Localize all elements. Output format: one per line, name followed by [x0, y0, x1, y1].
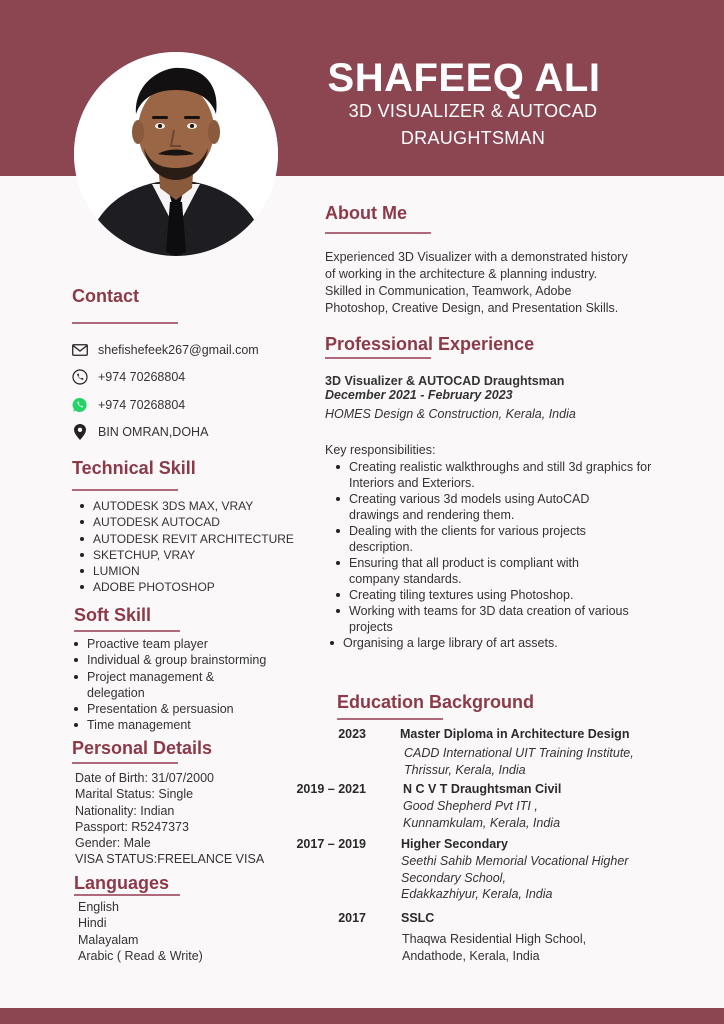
list-item: Proactive team player — [71, 636, 261, 652]
list-item: Creating realistic walkthroughs and still 3d graphics for Interiors and Exteriors. — [327, 459, 667, 491]
language-item: English — [78, 900, 119, 914]
language-item: Arabic ( Read & Write) — [78, 948, 203, 963]
job-title — [318, 98, 628, 152]
soft-skill-heading: Soft Skill — [74, 605, 152, 625]
personal-heading: Personal Details — [72, 738, 213, 758]
edu-inst-line: Good Shepherd Pvt ITI , — [403, 799, 538, 813]
personal-line: Marital Status: Single — [75, 787, 194, 802]
job-title-line1: 3D VISUALIZER & AUTOCAD — [348, 101, 598, 121]
about-rule — [325, 232, 431, 234]
soft-skill-list — [71, 636, 267, 734]
edu-inst-line: Edakkazhiyur, Kerala, India — [401, 887, 553, 901]
candidate-name: SHAFEEQ ALI — [327, 56, 601, 100]
edu-institution — [403, 798, 560, 831]
edu-institution — [402, 931, 586, 964]
list-item: Presentation & persuasion — [71, 701, 261, 717]
languages-heading: Languages — [74, 873, 170, 893]
languages-rule — [74, 894, 180, 896]
list-item: Working with teams for 3D data creation of various projects — [327, 603, 667, 635]
soft-skill-rule — [74, 630, 180, 632]
languages-list — [78, 899, 278, 964]
responsibilities-label: Key responsibilities: — [325, 443, 436, 457]
edu-institution — [404, 745, 634, 778]
edu-degree: N C V T Draughtsman Civil — [403, 782, 562, 796]
contact-email[interactable] — [72, 341, 259, 359]
personal-line: VISA STATUS:FREELANCE VISA — [75, 852, 265, 867]
personal-line: Passport: R5247373 — [75, 819, 189, 834]
education-heading: Education Background — [337, 692, 535, 712]
experience-heading: Professional Experience — [325, 334, 535, 354]
about-line: Experienced 3D Visualizer with a demonstrated history — [325, 250, 628, 264]
about-text — [325, 249, 670, 317]
footer-band — [0, 1008, 724, 1024]
mail-icon — [72, 342, 88, 358]
contact-address — [72, 423, 208, 441]
list-item: Organising a large library of art assets. — [321, 635, 667, 651]
contact-rule — [72, 322, 178, 324]
location-pin-icon — [72, 424, 88, 440]
edu-year: 2017 – 2019 — [296, 837, 366, 851]
personal-line: Date of Birth: 31/07/2000 — [75, 771, 214, 785]
edu-year: 2023 — [338, 727, 366, 741]
whatsapp-icon — [72, 397, 88, 413]
job-dates: December 2021 - February 2023 — [325, 388, 513, 402]
technical-skill-list — [77, 498, 307, 596]
edu-degree: Higher Secondary — [401, 837, 508, 851]
technical-heading: Technical Skill — [72, 458, 196, 478]
experience-rule — [325, 357, 431, 359]
edu-degree: Master Diploma in Architecture Design — [400, 727, 630, 741]
list-item: SKETCHUP, VRAY — [77, 547, 307, 563]
phone-icon — [72, 369, 88, 385]
about-heading: About Me — [325, 203, 407, 223]
contact-whatsapp[interactable] — [72, 396, 185, 414]
edu-inst-line: Thrissur, Kerala, India — [404, 762, 526, 777]
list-item: Ensuring that all product is compliant with company standards. — [327, 555, 667, 587]
edu-degree: SSLC — [401, 911, 435, 925]
edu-inst-line: Seethi Sahib Memorial Vocational Higher — [401, 854, 629, 868]
responsibilities-list — [327, 459, 667, 651]
about-line: Skilled in Communication, Teamwork, Adobe — [325, 284, 572, 298]
list-item: AUTODESK REVIT ARCHITECTURE — [77, 531, 307, 547]
edu-inst-line: Andathode, Kerala, India — [402, 948, 540, 963]
personal-line: Nationality: Indian — [75, 803, 175, 818]
list-item: ADOBE PHOTOSHOP — [77, 579, 307, 595]
list-item: AUTODESK AUTOCAD — [77, 514, 307, 530]
list-item: LUMION — [77, 563, 307, 579]
technical-rule — [72, 489, 178, 491]
personal-rule — [72, 762, 178, 764]
job-role: 3D Visualizer & AUTOCAD Draughtsman — [325, 374, 565, 388]
edu-inst-line: Thaqwa Residential High School, — [402, 932, 587, 946]
list-item: Project management & delegation — [71, 669, 261, 702]
contact-heading: Contact — [72, 286, 139, 306]
phone-text: +974 70268804 — [98, 370, 186, 384]
list-item: AUTODESK 3DS MAX, VRAY — [77, 498, 307, 514]
language-item: Hindi — [78, 916, 107, 931]
edu-inst-line: Kunnamkulam, Kerala, India — [403, 815, 561, 830]
education-rule — [337, 718, 443, 720]
list-item: Creating tiling textures using Photoshop. — [327, 587, 667, 603]
edu-inst-line: Secondary School, — [401, 870, 506, 885]
list-item: Individual & group brainstorming — [71, 652, 261, 668]
job-title-line2: DRAUGHTSMAN — [400, 128, 546, 148]
about-line: of working in the architecture & planning industry. — [325, 267, 598, 281]
about-line: Photoshop, Creative Design, and Presentation Skills. — [325, 301, 619, 315]
list-item: Dealing with the clients for various projects description. — [327, 523, 667, 555]
language-item: Malayalam — [78, 932, 139, 947]
edu-year: 2017 — [338, 911, 366, 925]
edu-year: 2019 – 2021 — [296, 782, 366, 796]
list-item: Time management — [71, 717, 261, 733]
profile-photo — [74, 52, 278, 256]
list-item: Creating various 3d models using AutoCAD drawings and rendering them. — [327, 491, 667, 523]
personal-line: Gender: Male — [75, 836, 151, 851]
personal-details — [75, 770, 305, 868]
edu-inst-line: CADD International UIT Training Institute, — [404, 746, 634, 760]
avatar-illustration — [74, 52, 278, 256]
whatsapp-text: +974 70268804 — [98, 398, 186, 412]
edu-institution — [401, 853, 628, 903]
contact-phone[interactable] — [72, 368, 185, 386]
job-company: HOMES Design & Construction, Kerala, India — [325, 407, 576, 421]
email-text: shefishefeek267@gmail.com — [98, 343, 259, 357]
address-text: BIN OMRAN,DOHA — [98, 425, 209, 439]
